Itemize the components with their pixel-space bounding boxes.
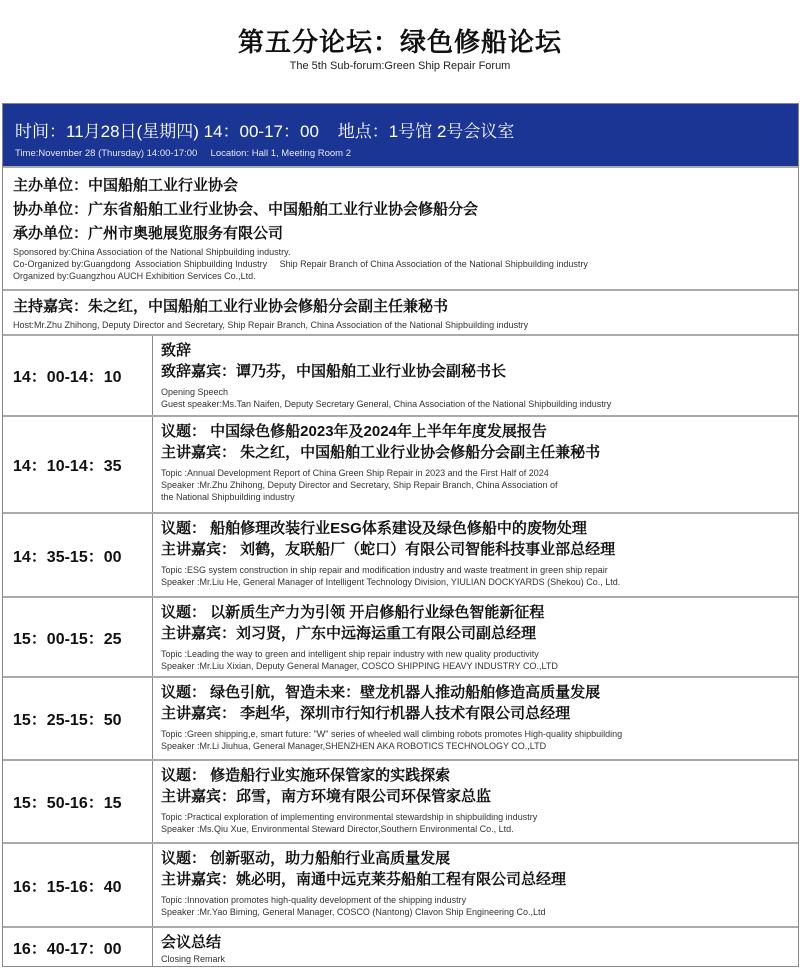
organizer-zh: 承办单位：广州市奥驰展览服务有限公司 [13, 225, 284, 242]
session-topic-zh: 会议总结 [161, 934, 222, 951]
session-detail-en: Speaker :Mr.Li Jiuhua, General Manager,SHENZHEN AKA ROBOTICS TECHNOLOGY CO.,LTD [161, 741, 547, 751]
sponsor-en: Sponsored by:China Association of the National Shipbuilding industry. [13, 247, 291, 257]
session-detail-en: Speaker :Mr.Liu Xixian, Deputy General Manager, COSCO SHIPPING HEAVY INDUSTRY CO.,LTD [161, 661, 558, 671]
session-topic-zh: 议题： 修造船行业实施环保管家的实践探索 [161, 767, 451, 784]
co-organizer-en: Co-Organized by:Guangdong Association Shipbuilding Industry Ship Repair Branch of China Association of the National Shipbuilding industry [13, 259, 588, 269]
session-content [153, 928, 798, 966]
organizers-block [3, 166, 798, 289]
session-speaker-zh: 主讲嘉宾： 李赳华，深圳市行知行机器人技术有限公司总经理 [161, 705, 571, 722]
session-detail-en: Opening Speech [161, 387, 229, 397]
schedule-row [3, 596, 798, 676]
session-topic-zh: 议题： 以新质生产力为引领 开启修船行业绿色智能新征程 [161, 604, 545, 621]
session-detail-en: Speaker :Mr.Yao Biming, General Manager, COSCO (Nantong) Clavon Ship Engineering Co.,Ltd [161, 907, 546, 917]
session-topic-zh: 议题： 绿色引航，智造未来：壁龙机器人推动船舶修造高质量发展 [161, 684, 601, 701]
schedule-row [3, 759, 798, 842]
session-time: 15：00-15：25 [3, 598, 153, 676]
session-time: 16：15-16：40 [3, 844, 153, 926]
session-topic-zh: 议题： 创新驱动，助力船舶行业高质量发展 [161, 850, 451, 867]
session-content [153, 678, 798, 759]
schedule-row [3, 512, 798, 596]
agenda-table [2, 103, 799, 967]
session-time: 15：25-15：50 [3, 678, 153, 759]
schedule-row [3, 842, 798, 926]
session-topic-zh: 议题： 船舶修理改装行业ESG体系建设及绿色修船中的废物处理 [161, 520, 587, 537]
session-speaker-zh: 主讲嘉宾：刘习贤，广东中远海运重工有限公司副总经理 [161, 625, 537, 642]
organizer-en: Organized by:Guangzhou AUCH Exhibition Services Co.,Ltd. [13, 271, 256, 281]
schedule-row [3, 415, 798, 512]
session-content [153, 844, 798, 926]
time-location-zh: 时间：11月28日(星期四) 14：00-17：00 地点：1号馆 2号会议室 [15, 122, 515, 141]
schedule-row [3, 334, 798, 415]
session-content [153, 417, 798, 512]
session-detail-en: Speaker :Mr.Zhu Zhihong, Deputy Director and Secretary, Ship Repair Branch, China Association of [161, 480, 558, 490]
session-speaker-zh: 主讲嘉宾：邱雪，南方环境有限公司环保管家总监 [161, 788, 492, 805]
session-speaker-zh: 致辞嘉宾：谭乃芬，中国船舶工业行业协会副秘书长 [161, 363, 507, 380]
session-time: 16：40-17：00 [3, 928, 153, 966]
session-detail-en: Topic :Practical exploration of implementing environmental stewardship in shipbuilding industry [161, 812, 538, 822]
session-detail-en: Speaker :Mr.Liu He, General Manager of Intelligent Technology Division, YIULIAN DOCKYARDS (Shekou) Co., Ltd. [161, 577, 621, 587]
host-en: Host:Mr.Zhu Zhihong, Deputy Director and Secretary, Ship Repair Branch, China Association of the National Shipbuilding industry [13, 320, 529, 330]
session-content [153, 336, 798, 415]
page-title: 第五分论坛：绿色修船论坛 [237, 27, 562, 57]
session-content [153, 761, 798, 842]
schedule-list [3, 334, 798, 966]
sponsor-zh: 主办单位：中国船舶工业行业协会 [13, 177, 239, 194]
session-time: 14：10-14：35 [3, 417, 153, 512]
session-topic-zh: 议题： 中国绿色修船2023年及2024年上半年年度发展报告 [161, 423, 547, 440]
session-detail-en: Topic :Green shipping,e, smart future: "W" series of wheeled wall climbing robots promotes High-quality shipbuilding [161, 729, 623, 739]
session-time: 15：50-16：15 [3, 761, 153, 842]
page-subtitle: The 5th Sub-forum:Green Ship Repair Forum [289, 60, 511, 72]
session-content [153, 598, 798, 676]
session-speaker-zh: 主讲嘉宾： 刘鹤，友联船厂（蛇口）有限公司智能科技事业部总经理 [161, 541, 616, 558]
session-detail-en: Closing Remark [161, 954, 226, 964]
time-location-en: Time:November 28 (Thursday) 14:00-17:00 Location: Hall 1, Meeting Room 2 [15, 148, 352, 159]
co-organizer-zh: 协办单位：广东省船舶工业行业协会、中国船舶工业行业协会修船分会 [13, 201, 479, 218]
schedule-row [3, 676, 798, 759]
session-topic-zh: 致辞 [161, 342, 192, 359]
session-speaker-zh: 主讲嘉宾：姚必明，南通中远克莱芬船舶工程有限公司总经理 [161, 871, 567, 888]
session-detail-en: Topic :Leading the way to green and intelligent ship repair industry with new quality productivity [161, 649, 539, 659]
schedule-row [3, 926, 798, 966]
session-detail-en: Topic :ESG system construction in ship repair and modification industry and waste treatment in green ship repair [161, 565, 608, 575]
session-detail-en: the National Shipbuilding industry [161, 492, 295, 502]
session-speaker-zh: 主讲嘉宾： 朱之红，中国船舶工业行业协会修船分会副主任兼秘书 [161, 444, 601, 461]
host-zh: 主持嘉宾：朱之红，中国船舶工业行业协会修船分会副主任兼秘书 [13, 298, 449, 315]
session-detail-en: Speaker :Ms.Qiu Xue, Environmental Steward Director,Southern Environmental Co., Ltd. [161, 824, 514, 834]
session-detail-en: Topic :Annual Development Report of China Green Ship Repair in 2023 and the First Half of 2024 [161, 468, 549, 478]
session-time: 14：00-14：10 [3, 336, 153, 415]
session-time: 14：35-15：00 [3, 514, 153, 596]
time-location-band [3, 104, 798, 166]
session-detail-en: Topic :Innovation promotes high-quality development of the shipping industry [161, 895, 467, 905]
host-block [3, 289, 798, 334]
session-detail-en: Guest speaker:Ms.Tan Naifen, Deputy Secretary General, China Association of the National Shipbuilding industry [161, 399, 612, 409]
session-content [153, 514, 798, 596]
